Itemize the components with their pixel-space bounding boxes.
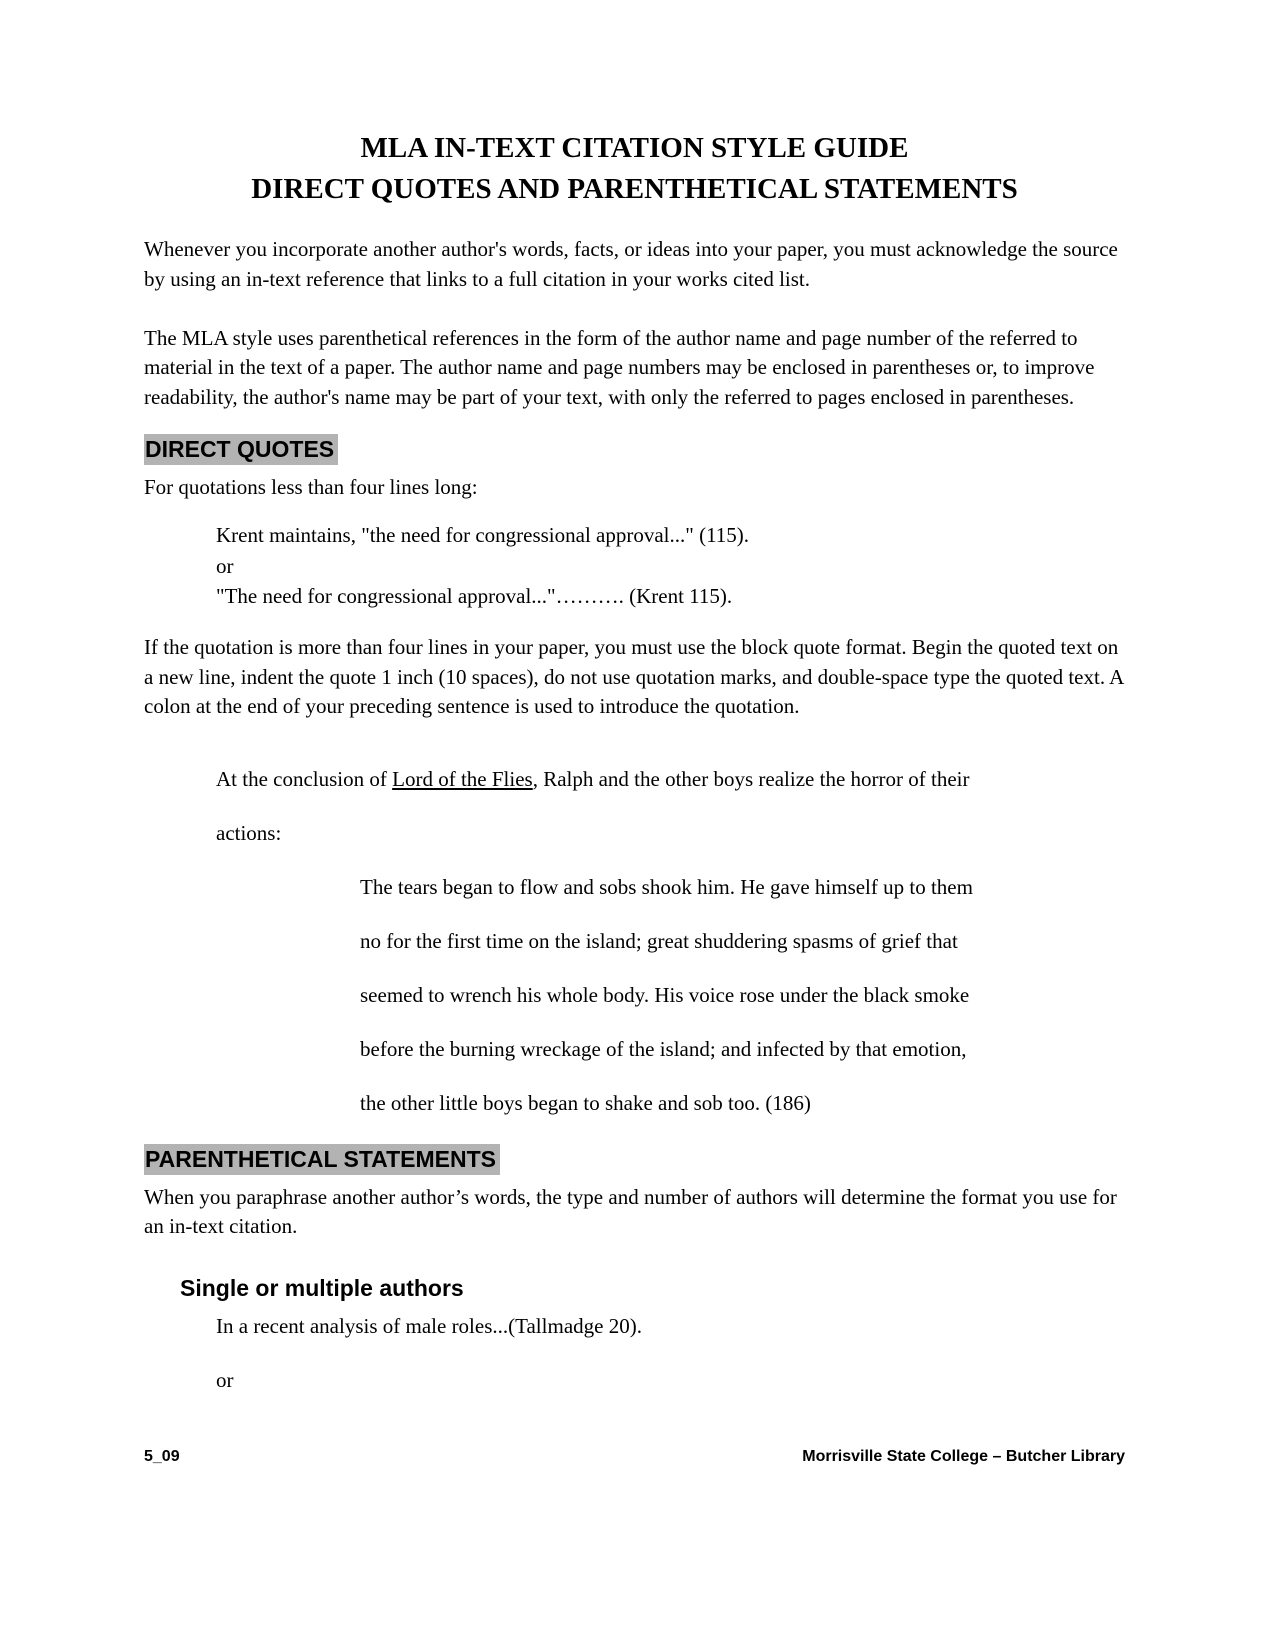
block-quote-text	[360, 860, 1125, 1130]
short-quote-example-1: Krent maintains, "the need for congressional approval..." (115).	[216, 522, 750, 547]
page-footer	[144, 1448, 1125, 1466]
block-quote-line: The tears began to flow and sobs shook him. He gave himself up to them	[360, 874, 973, 899]
lead-in-book-title: Lord of the Flies	[392, 766, 533, 791]
block-quote-line: the other little boys began to shake and sob too. (186)	[360, 1090, 811, 1115]
direct-quotes-heading	[144, 434, 1125, 465]
parenthetical-example: In a recent analysis of male roles...(Tallmadge 20).	[216, 1314, 642, 1339]
lead-in-line-1	[216, 752, 1125, 806]
document-title	[144, 128, 1125, 209]
intro-paragraph-2: The MLA style uses parenthetical references in the form of the author name and page number of the referred to material in the text of a paper. The author name and page numbers may be enclosed in parentheses or, to improve readability, the author's name may be part of your text, with only the referred to pages enclosed in parentheses.	[144, 325, 1095, 409]
parenthetical-or: or	[216, 1367, 234, 1392]
short-quote-or: or	[216, 553, 234, 578]
lead-in-line-2: actions:	[216, 820, 282, 845]
short-quote-examples	[216, 521, 1125, 612]
block-quote-line: before the burning wreckage of the island; and infected by that emotion,	[360, 1036, 967, 1061]
block-quote-line: no for the first time on the island; great shuddering spasms of grief that	[360, 928, 958, 953]
single-multiple-authors-subheading: Single or multiple authors	[180, 1275, 464, 1302]
title-line-1: MLA IN-TEXT CITATION STYLE GUIDE	[360, 132, 909, 164]
block-quote-paragraph: If the quotation is more than four lines in your paper, you must use the block quote format. Begin the quoted text on a new line, indent the quote 1 inch (10 spaces), do not use quotation marks, and double-space type the quoted text. A colon at the end of your preceding sentence is used to introduce the quotation.	[144, 635, 1124, 719]
lead-in-pre: At the conclusion of	[216, 766, 393, 791]
lead-in-post: , Ralph and the other boys realize the horror of their	[532, 766, 970, 791]
direct-quotes-heading-text: DIRECT QUOTES	[144, 434, 338, 465]
block-quote-line: seemed to wrench his whole body. His voice rose under the black smoke	[360, 982, 970, 1007]
short-quote-example-2: "The need for congressional approval..."………. (Krent 115).	[216, 584, 733, 609]
block-quote-lead-in	[216, 752, 1125, 860]
parenthetical-intro: When you paraphrase another author’s words, the type and number of authors will determine the format you use for an in-text citation.	[144, 1184, 1117, 1238]
parenthetical-statements-heading-text: PARENTHETICAL STATEMENTS	[144, 1144, 500, 1175]
footer-version: 5_09	[144, 1448, 180, 1465]
direct-quotes-intro: For quotations less than four lines long:	[144, 475, 478, 500]
intro-paragraph-1: Whenever you incorporate another author's words, facts, or ideas into your paper, you must acknowledge the source by using an in-text reference that links to a full citation in your works cited list.	[144, 237, 1118, 291]
parenthetical-statements-heading	[144, 1144, 1125, 1175]
footer-institution: Morrisville State College – Butcher Library	[802, 1448, 1125, 1465]
title-line-2: DIRECT QUOTES AND PARENTHETICAL STATEMENTS	[251, 172, 1018, 205]
